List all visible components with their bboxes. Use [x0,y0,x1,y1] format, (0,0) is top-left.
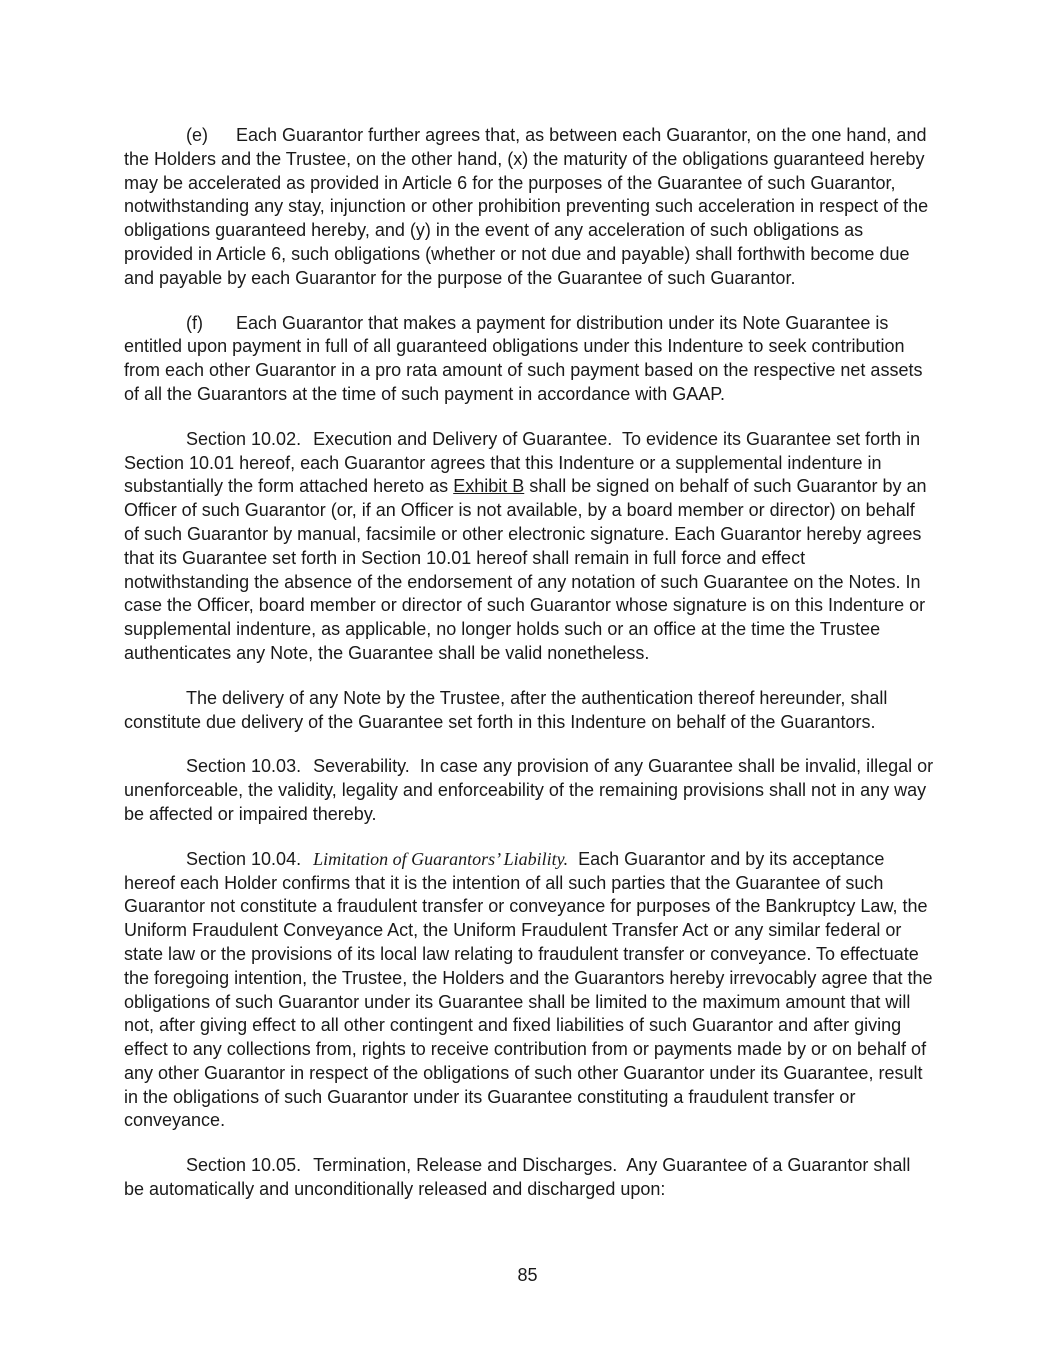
section-10-03 [124,755,934,826]
paragraph-e [124,124,934,291]
section-10-02-title: Execution and Delivery of Guarantee. [313,428,613,449]
section-10-02-number: Section 10.02. [186,428,302,449]
section-10-02-text-b: shall be signed on behalf of such Guarantor by an Officer of such Guarantor (or, if an Officer is not available, by a board member or director) on behalf of such Guarantor by manual, facsimile or other electronic signature. Each Guarantor hereby agrees that its Guarantee set forth in Section 10.01 hereof shall remain in full force and effect notwithstanding the absence of the endorsement of any notation of such Guarantee on the Notes. In case the Officer, board member or director of such Guarantor whose signature is on this Indenture or supplemental indenture, as applicable, no longer holds such or an office at the time the Trustee authenticates any Note, the Guarantee shall be valid nonetheless. [124,476,927,663]
section-10-02-text-a: To evidence its Guarantee set forth in Section 10.01 hereof, each Guarantor agrees that this Indenture or a supplemental indenture in substantially the form attached hereto as [124,428,921,497]
exhibit-b-reference: Exhibit B [453,476,525,497]
section-10-05 [124,1154,934,1202]
section-10-04 [124,848,934,1134]
paragraph-f [124,312,934,407]
paragraph-e-label: (e) [186,125,208,145]
section-10-05-title: Termination, Release and Discharges. [313,1155,618,1176]
section-10-04-number: Section 10.04. [186,848,302,869]
section-10-04-title: Limitation of Guarantors’ Liability. [313,848,569,869]
section-10-05-number: Section 10.05. [186,1155,302,1176]
page-number: 85 [517,1265,538,1285]
section-10-03-text: In case any provision of any Guarantee shall be invalid, illegal or unenforceable, the validity, legality and enforceability of the remaining provisions shall not in any way be affected or impaired thereby. [124,756,934,824]
delivery-paragraph-text: The delivery of any Note by the Trustee, after the authentication thereof hereunder, shall constitute due delivery of the Guarantee set forth in this Indenture on behalf of the Guarantors. [124,687,888,732]
section-10-03-title: Severability. [313,756,410,777]
section-10-02 [124,428,934,666]
delivery-paragraph [124,687,934,735]
paragraph-f-text: Each Guarantor that makes a payment for distribution under its Note Guarantee is entitled upon payment in full of all guaranteed obligations under this Indenture to seek contribution from each other Guarantor in a pro rata amount of such payment based on the respective net assets of all the Guarantors at the time of such payment in accordance with GAAP. [124,312,923,404]
paragraph-e-text: Each Guarantor further agrees that, as between each Guarantor, on the one hand, and the Holders and the Trustee, on the other hand, (x) the maturity of the obligations guaranteed hereby may be accelerated as provided in Article 6 for the purposes of the Guarantee of such Guarantor, notwithstanding any stay, injunction or other prohibition preventing such acceleration in respect of the obligations guaranteed hereby, and (y) in the event of any acceleration of such obligations as provided in Article 6, such obligations (whether or not due and payable) shall forthwith become due and payable by each Guarantor for the purpose of the Guarantee of such Guarantor. [124,125,929,288]
section-10-04-text: Each Guarantor and by its acceptance hereof each Holder confirms that it is the intention of all such parties that the Guarantee of such Guarantor not constitute a fraudulent transfer or conveyance for purposes of the Bankruptcy Law, the Uniform Fraudulent Conveyance Act, the Uniform Fraudulent Transfer Act or any similar federal or state law or the provisions of its local law relating to fraudulent transfer or conveyance. To effectuate the foregoing intention, the Trustee, the Holders and the Guarantors hereby irrevocably agree that the obligations of such Guarantor under its Guarantee shall be limited to the maximum amount that will not, after giving effect to all other contingent and fixed liabilities of such Guarantor and after giving effect to any collections from, rights to receive contribution from or payments made by or on behalf of any other Guarantor in respect of the obligations of such other Guarantor under its Guarantee, result in the obligations of such Guarantor under its Guarantee constituting a fraudulent transfer or conveyance. [124,848,933,1131]
section-10-03-number: Section 10.03. [186,756,302,777]
document-body [124,124,934,1223]
section-10-05-text: Any Guarantee of a Guarantor shall be automatically and unconditionally released and discharged upon: [124,1155,911,1200]
paragraph-f-label: (f) [186,312,203,333]
